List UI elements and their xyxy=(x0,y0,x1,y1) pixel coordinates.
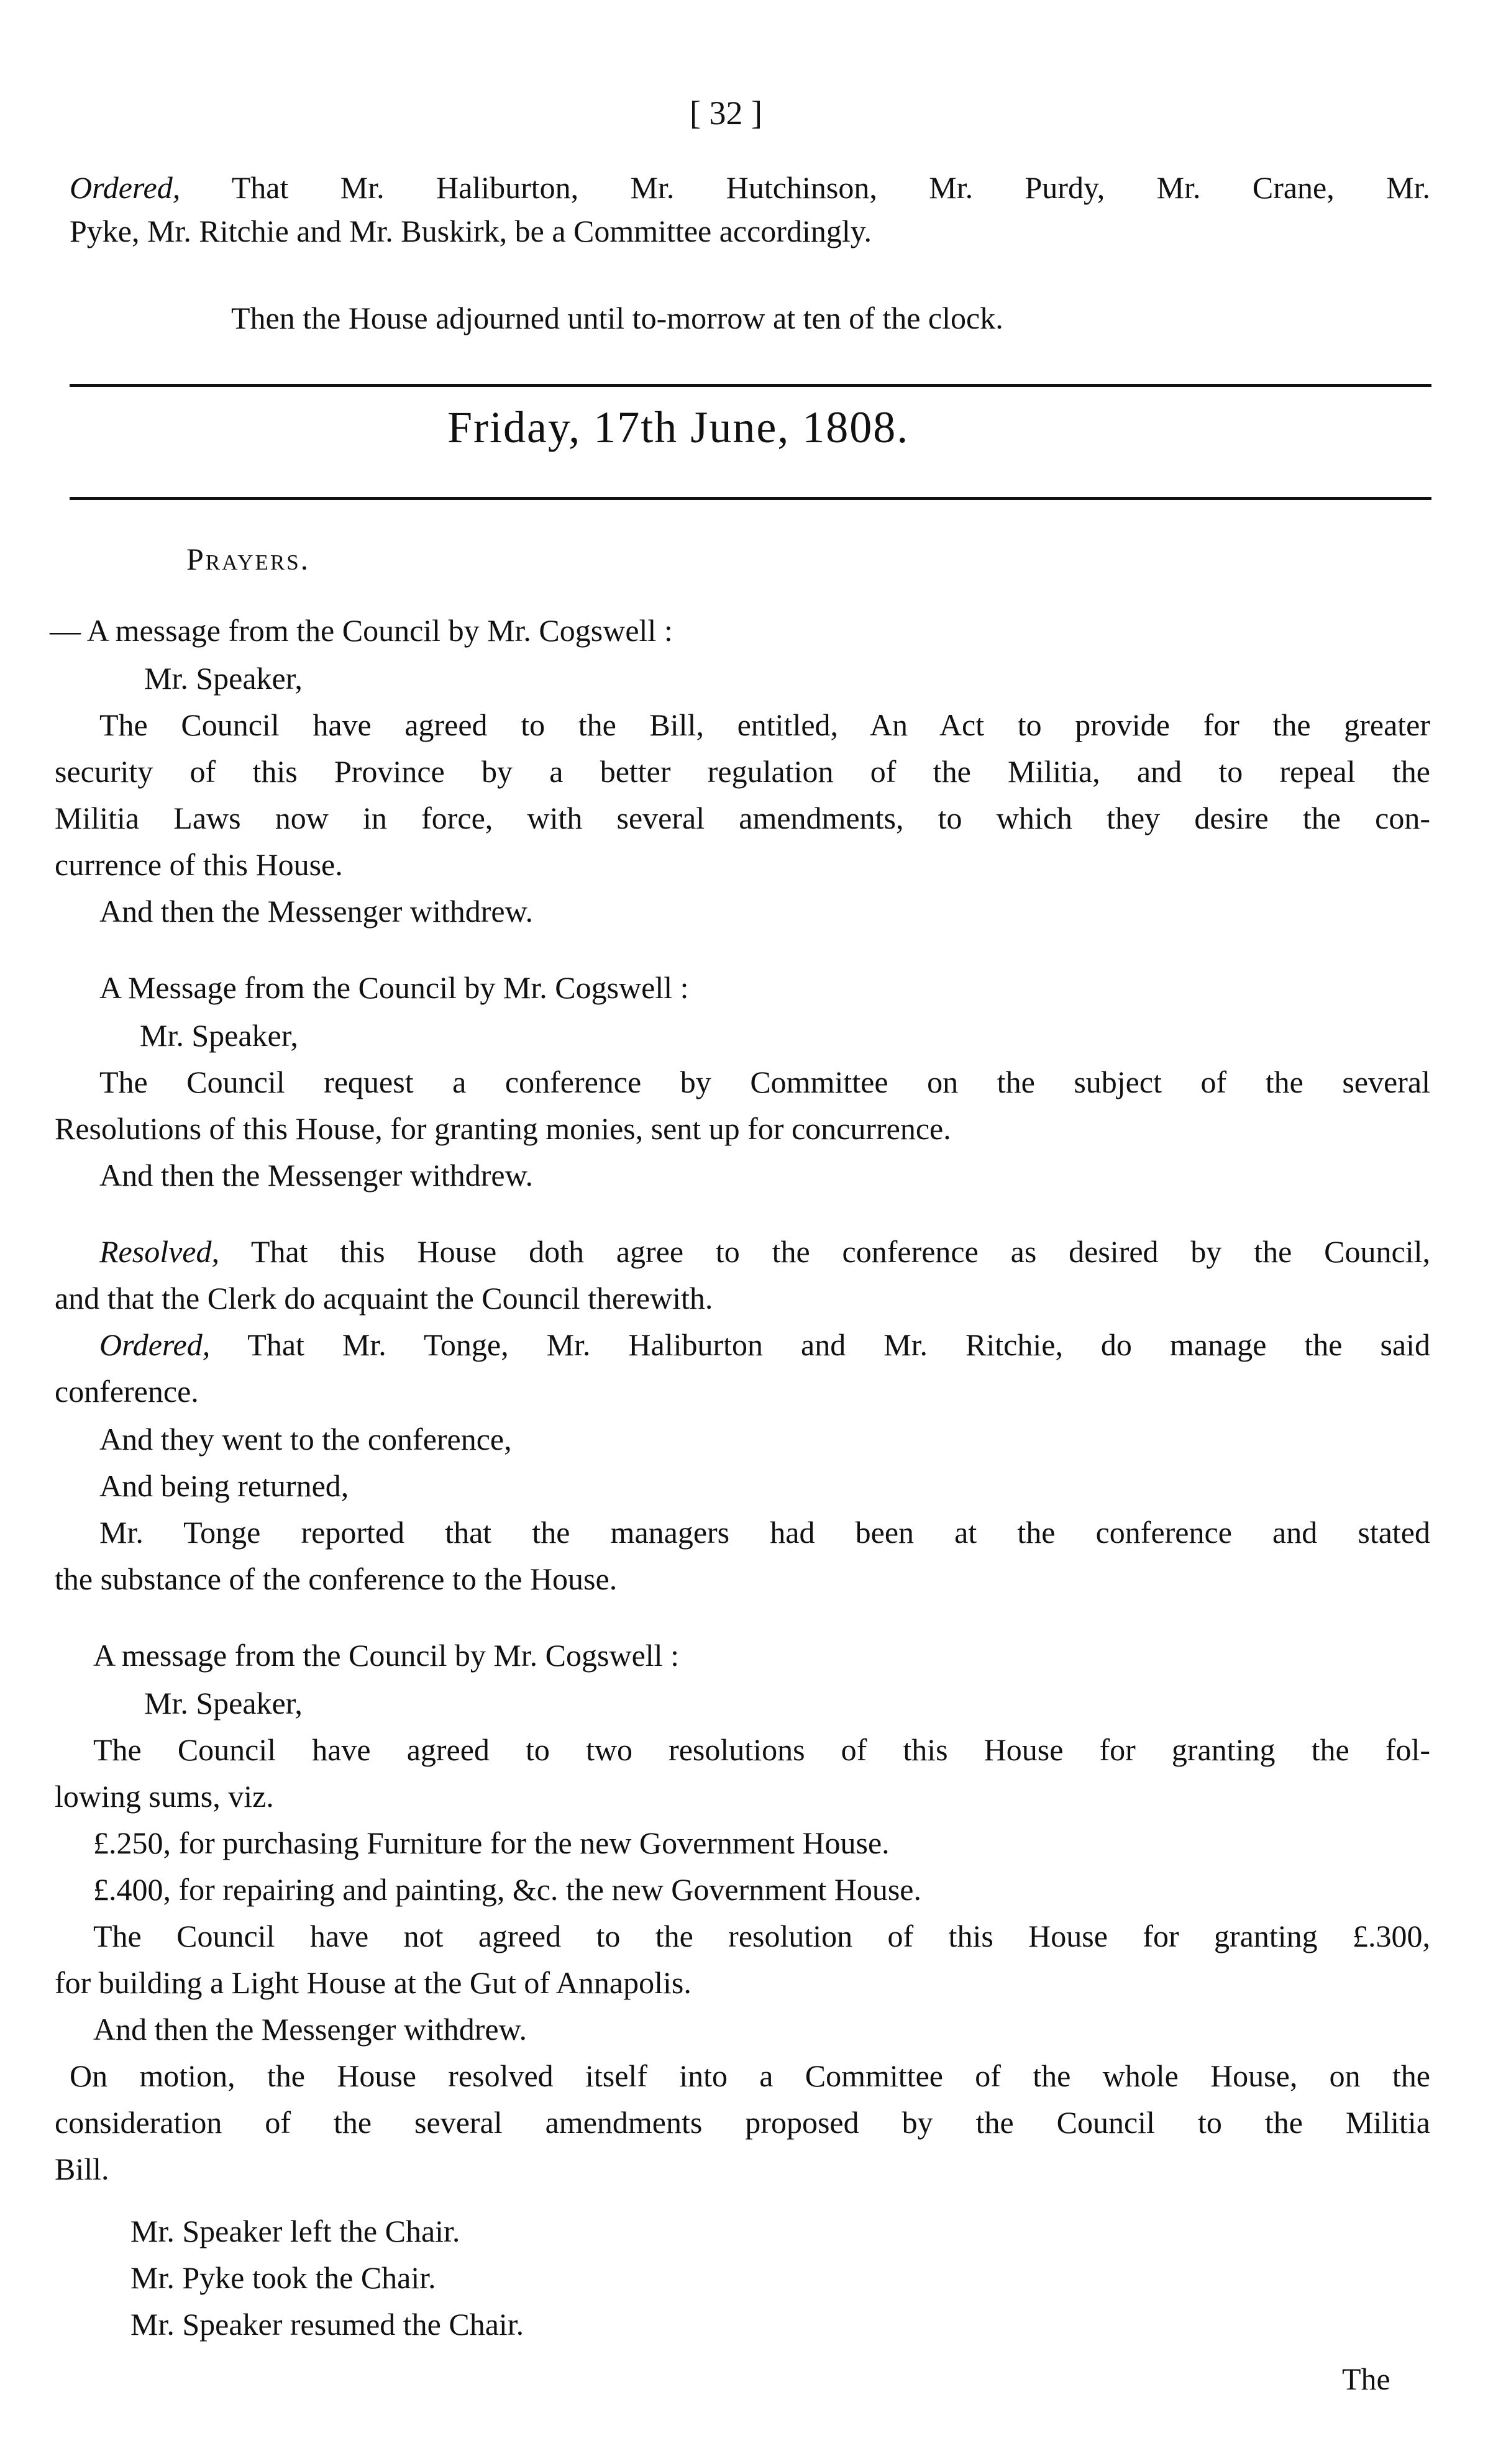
being-returned: And being returned, xyxy=(99,1468,349,1503)
message-1-body-line-1: The Council have agreed to the Bill, entitled, An Act to provide for the greater xyxy=(99,707,1430,742)
ordered-managers-text: That Mr. Tonge, Mr. Haliburton and Mr. Ritchie, do manage the said xyxy=(210,1327,1430,1362)
pyke-took-chair: Mr. Pyke took the Chair. xyxy=(130,2260,436,2295)
light-house-line-1: The Council have not agreed to the resolution of this House for granting £.300, xyxy=(93,1919,1430,1953)
page-number: [ 32 ] xyxy=(690,94,762,132)
message-1-intro: — A message from the Council by Mr. Cogswell : xyxy=(50,613,673,648)
ordered-label-2: Ordered, xyxy=(99,1327,211,1362)
message-3-salutation: Mr. Speaker, xyxy=(144,1686,303,1721)
repairs-grant: £.400, for repairing and painting, &c. the new Government House. xyxy=(93,1872,921,1907)
message-1-withdrew: And then the Messenger withdrew. xyxy=(99,894,533,929)
date-heading: Friday, 17th June, 1808. xyxy=(447,402,910,452)
message-1-body-line-2: security of this Province by a better regulation of the Militia, and to repeal the xyxy=(55,754,1430,789)
message-3-body-line-2: lowing sums, viz. xyxy=(55,1779,274,1814)
ordered-text: That Mr. Haliburton, Mr. Hutchinson, Mr. Purdy, Mr. Crane, Mr. xyxy=(180,170,1430,205)
message-2-withdrew: And then the Messenger withdrew. xyxy=(99,1158,533,1193)
message-2-salutation: Mr. Speaker, xyxy=(140,1018,298,1053)
motion-line-3: Bill. xyxy=(55,2152,109,2186)
resolved-line-1 xyxy=(99,1233,1430,1270)
ordered-committee-line-2: Pyke, Mr. Ritchie and Mr. Buskirk, be a Committee accordingly. xyxy=(70,214,872,248)
speaker-left-chair: Mr. Speaker left the Chair. xyxy=(130,2214,460,2248)
message-2-body-line-2: Resolutions of this House, for granting monies, sent up for concurrence. xyxy=(55,1111,951,1146)
ordered-committee-line-1 xyxy=(70,169,1430,206)
prayers-heading: Prayers. xyxy=(186,542,311,576)
motion-line-2: consideration of the several amendments proposed by the Council to the Militia xyxy=(55,2105,1430,2140)
tonge-report-line-1: Mr. Tonge reported that the managers had been at the conference and stated xyxy=(99,1515,1430,1550)
heading-rule-top xyxy=(70,384,1431,387)
ordered-label: Ordered, xyxy=(70,170,181,205)
resolved-label: Resolved, xyxy=(99,1234,219,1269)
message-1-body-line-4: currence of this House. xyxy=(55,847,343,882)
light-house-line-2: for building a Light House at the Gut of Annapolis. xyxy=(55,1965,692,2000)
ordered-managers-line-2: conference. xyxy=(55,1374,199,1409)
message-3-body-line-1: The Council have agreed to two resolutions of this House for granting the fol- xyxy=(93,1732,1430,1767)
went-to-conference: And they went to the conference, xyxy=(99,1422,512,1457)
resolved-text: That this House doth agree to the conference as desired by the Council, xyxy=(219,1234,1430,1269)
message-3-intro: A message from the Council by Mr. Cogswell : xyxy=(93,1638,679,1673)
message-2-intro: A Message from the Council by Mr. Cogswell : xyxy=(99,970,689,1005)
message-1-body-line-3: Militia Laws now in force, with several amendments, to which they desire the con- xyxy=(55,801,1430,835)
catchword: The xyxy=(1342,2362,1390,2396)
tonge-report-line-2: the substance of the conference to the House. xyxy=(55,1562,618,1596)
ordered-managers-line-1 xyxy=(99,1326,1430,1363)
speaker-resumed-chair: Mr. Speaker resumed the Chair. xyxy=(130,2307,524,2342)
furniture-grant: £.250, for purchasing Furniture for the new Government House. xyxy=(93,1825,890,1860)
adjournment-line: Then the House adjourned until to-morrow at ten of the clock. xyxy=(231,301,1003,335)
motion-line-1: On motion, the House resolved itself into a Committee of the whole House, on the xyxy=(70,2058,1430,2093)
heading-rule-bottom xyxy=(70,497,1431,500)
message-3-withdrew: And then the Messenger withdrew. xyxy=(93,2012,527,2047)
message-1-salutation: Mr. Speaker, xyxy=(144,661,303,696)
resolved-line-2: and that the Clerk do acquaint the Council therewith. xyxy=(55,1281,713,1316)
message-2-body-line-1: The Council request a conference by Committee on the subject of the several xyxy=(99,1065,1430,1099)
